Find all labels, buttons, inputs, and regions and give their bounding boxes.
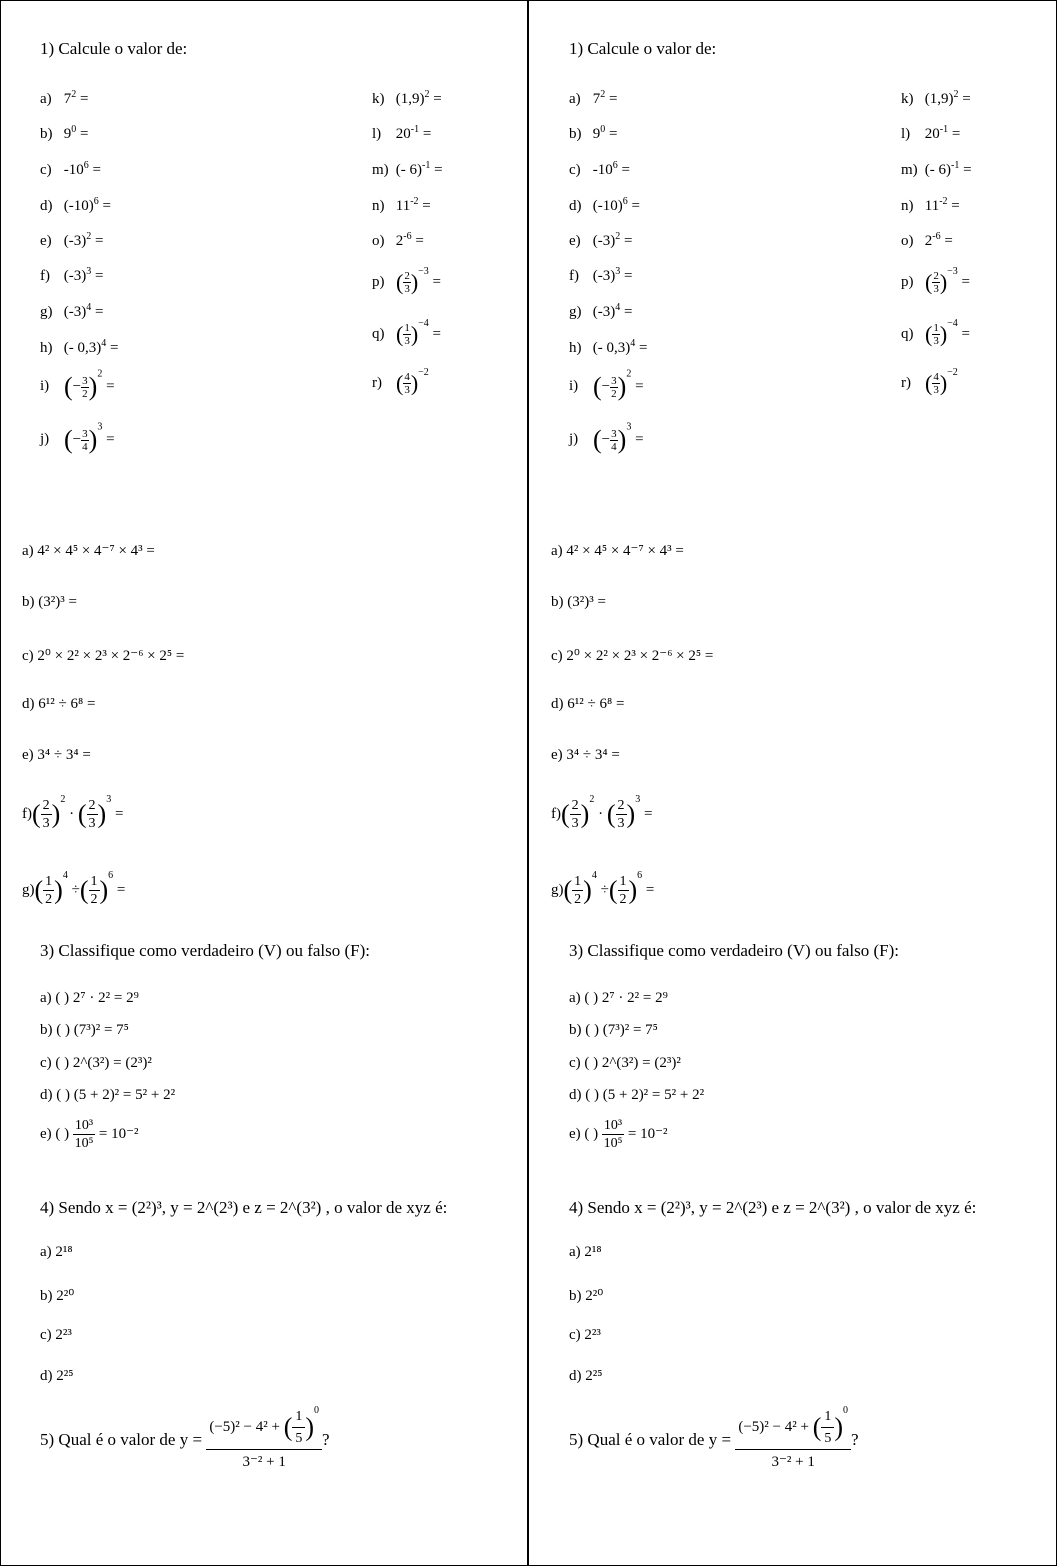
q1-item-e: e) $(-3)^2$ = — [569, 231, 633, 249]
q1-item-k: k) $(1,9)^2$ = — [372, 89, 442, 107]
q1-item-a: a) $7^2$ = — [569, 89, 618, 107]
q1-title: 1) Calcule o valor de: — [569, 39, 717, 58]
q1-item-e: e) $(-3)^2$ = — [40, 231, 104, 249]
q1-item-o: o) $2^{-6}$ = — [901, 231, 953, 249]
q5-question: 5) Qual é o valor de y = (−5)² − 4² + ( $\frac{1}{5}$ )$^0$ 3⁻² + 1 ? — [569, 1404, 859, 1470]
q2-item-f: f)( $\frac{2}{3}$ )$^2$ · ( $\frac{2}{3}$ )$^3$ = — [22, 793, 124, 831]
q1-item-d: d) $(-10)^6$ = — [569, 196, 640, 214]
q2-item-f: f)( $\frac{2}{3}$ )$^2$ · ( $\frac{2}{3}$ )$^3$ = — [551, 793, 653, 831]
q2-item-c: c) 2⁰ × 2² × 2³ × 2⁻⁶ × 2⁵ = — [22, 648, 185, 664]
q1-item-p: p) ( $\frac{2}{3}$ )$^{-3}$ = — [372, 265, 442, 295]
q1-item-q: q) ( $\frac{1}{3}$ )$^{-4}$ = — [901, 317, 971, 347]
q3-item-c: c) ( ) 2^(3²) = (2³)² — [40, 1055, 152, 1071]
q2-item-d: d) 6¹² ÷ 6⁸ = — [22, 696, 96, 712]
q4-option-b: b) 2²⁰ — [569, 1288, 604, 1304]
q3-item-d: d) ( ) (5 + 2)² = 5² + 2² — [569, 1087, 705, 1103]
q4-option-b: b) 2²⁰ — [40, 1288, 75, 1304]
q2-item-g: g)( $\frac{1}{2}$ )$^4$ ÷( $\frac{1}{2}$ )$^6$ = — [551, 869, 655, 907]
q1-item-r: r) ( $\frac{4}{3}$ )$^{-2}$ — [901, 366, 958, 396]
q3-title: 3) Classifique como verdadeiro (V) ou falso (F): — [40, 941, 370, 960]
q3-item-b: b) ( ) (7³)² = 7⁵ — [40, 1022, 129, 1038]
q4-option-a: a) 2¹⁸ — [40, 1244, 73, 1260]
q1-item-g: g) $(-3)^4$ = — [40, 302, 104, 320]
q2-item-a: a) 4² × 4⁵ × 4⁻⁷ × 4³ = — [22, 543, 155, 559]
q1-item-d: d) $(-10)^6$ = — [40, 196, 111, 214]
q1-item-i: i) (− $\frac{3}{2}$ )$^2$ = — [40, 368, 115, 401]
q3-title: 3) Classifique como verdadeiro (V) ou falso (F): — [569, 941, 899, 960]
q1-item-m: m) (- 6)$^{-1}$ = — [901, 160, 972, 178]
q3-item-c: c) ( ) 2^(3²) = (2³)² — [569, 1055, 681, 1071]
q1-item-j: j) (− $\frac{3}{4}$ )$^3$ = — [40, 421, 115, 454]
q1-item-l: l) $20^{-1}$ = — [901, 124, 961, 142]
q3-item-d: d) ( ) (5 + 2)² = 5² + 2² — [40, 1087, 176, 1103]
q1-item-a: a) $7^2$ = — [40, 89, 89, 107]
q4-option-c: c) 2²³ — [40, 1327, 72, 1343]
worksheet-right — [529, 0, 1056, 1566]
q1-item-r: r) ( $\frac{4}{3}$ )$^{-2}$ — [372, 366, 429, 396]
worksheet-left — [0, 0, 527, 1566]
q4-option-a: a) 2¹⁸ — [569, 1244, 602, 1260]
q1-item-b: b) $9^0$ = — [40, 124, 89, 142]
q1-item-j: j) (− $\frac{3}{4}$ )$^3$ = — [569, 421, 644, 454]
q1-item-h: h) (- 0,3)$^4$ = — [40, 338, 119, 356]
q1-item-k: k) $(1,9)^2$ = — [901, 89, 971, 107]
q1-item-c: c) $-10^6$ = — [569, 160, 630, 178]
q4-title: 4) Sendo x = (2²)³, y = 2^(2³) e z = 2^(3²) , o valor de xyz é: — [40, 1198, 448, 1217]
q1-item-f: f) $(-3)^3$ = — [569, 266, 633, 284]
q1-item-g: g) $(-3)^4$ = — [569, 302, 633, 320]
q1-item-o: o) $2^{-6}$ = — [372, 231, 424, 249]
q2-item-g: g)( $\frac{1}{2}$ )$^4$ ÷( $\frac{1}{2}$ )$^6$ = — [22, 869, 126, 907]
q2-item-a: a) 4² × 4⁵ × 4⁻⁷ × 4³ = — [551, 543, 684, 559]
q2-item-c: c) 2⁰ × 2² × 2³ × 2⁻⁶ × 2⁵ = — [551, 648, 714, 664]
q1-item-b: b) $9^0$ = — [569, 124, 618, 142]
q1-title: 1) Calcule o valor de: — [40, 39, 188, 58]
q1-item-q: q) ( $\frac{1}{3}$ )$^{-4}$ = — [372, 317, 442, 347]
q1-item-n: n) $11^{-2}$ = — [901, 196, 960, 214]
q5-question: 5) Qual é o valor de y = (−5)² − 4² + ( $\frac{1}{5}$ )$^0$ 3⁻² + 1 ? — [40, 1404, 330, 1470]
q1-item-l: l) $20^{-1}$ = — [372, 124, 432, 142]
q1-item-c: c) $-10^6$ = — [40, 160, 101, 178]
q4-title: 4) Sendo x = (2²)³, y = 2^(2³) e z = 2^(3²) , o valor de xyz é: — [569, 1198, 977, 1217]
q1-item-h: h) (- 0,3)$^4$ = — [569, 338, 648, 356]
q1-item-m: m) (- 6)$^{-1}$ = — [372, 160, 443, 178]
q3-item-e: e) ( ) $\frac{\text{10³}}{\text{10⁵}}$ = 10⁻² — [40, 1118, 139, 1151]
q3-item-a: a) ( ) 2⁷ · 2² = 2⁹ — [40, 990, 139, 1006]
q1-item-i: i) (− $\frac{3}{2}$ )$^2$ = — [569, 368, 644, 401]
q2-item-e: e) 3⁴ ÷ 3⁴ = — [22, 747, 91, 763]
q2-item-e: e) 3⁴ ÷ 3⁴ = — [551, 747, 620, 763]
q2-item-b: b) (3²)³ = — [551, 594, 606, 610]
q2-item-b: b) (3²)³ = — [22, 594, 77, 610]
q1-item-f: f) $(-3)^3$ = — [40, 266, 104, 284]
q3-item-e: e) ( ) $\frac{\text{10³}}{\text{10⁵}}$ = 10⁻² — [569, 1118, 668, 1151]
q3-item-a: a) ( ) 2⁷ · 2² = 2⁹ — [569, 990, 668, 1006]
q4-option-d: d) 2²⁵ — [569, 1368, 603, 1384]
q1-item-p: p) ( $\frac{2}{3}$ )$^{-3}$ = — [901, 265, 971, 295]
q4-option-d: d) 2²⁵ — [40, 1368, 74, 1384]
q1-item-n: n) $11^{-2}$ = — [372, 196, 431, 214]
q3-item-b: b) ( ) (7³)² = 7⁵ — [569, 1022, 658, 1038]
q4-option-c: c) 2²³ — [569, 1327, 601, 1343]
q2-item-d: d) 6¹² ÷ 6⁸ = — [551, 696, 625, 712]
